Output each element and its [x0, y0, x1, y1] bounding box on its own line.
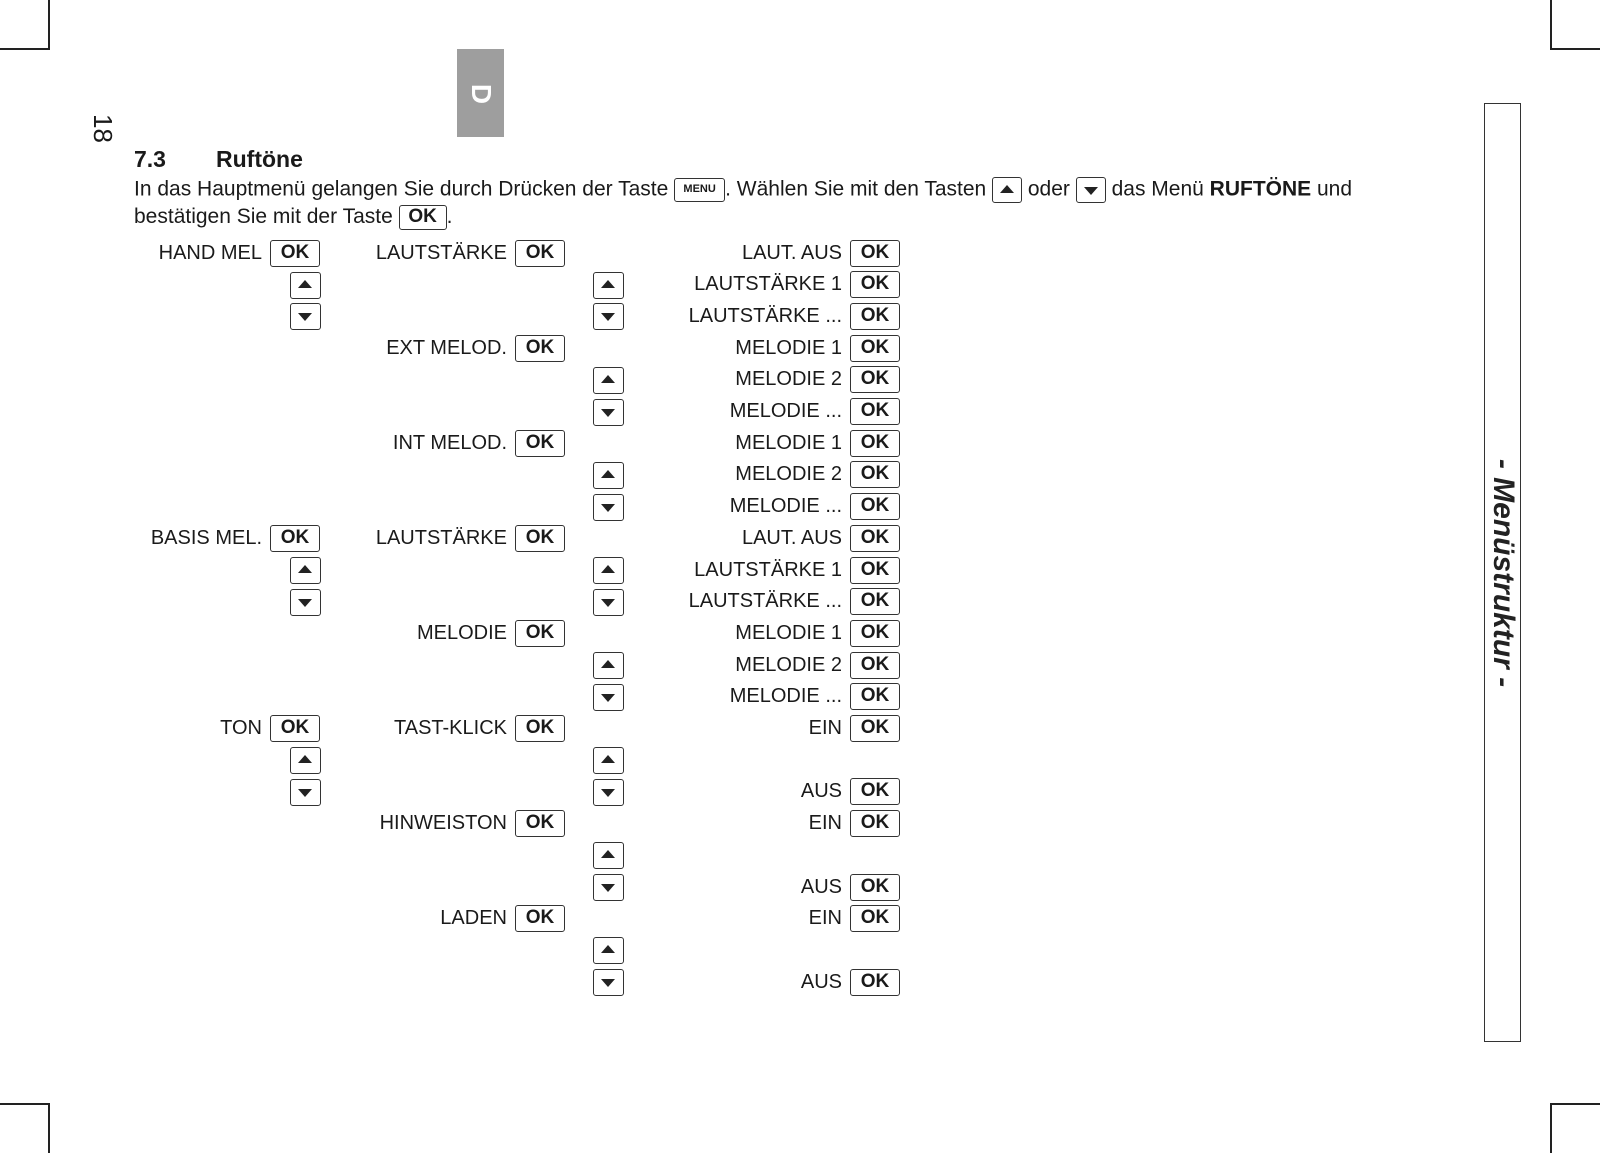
arrow-up-key-icon	[593, 937, 624, 964]
crop-mark	[1550, 1103, 1600, 1105]
menu-entry-level3	[730, 493, 900, 521]
arrow-up-key-icon	[593, 747, 624, 774]
section-title: Ruftöne	[216, 146, 303, 172]
menu-entry-level2	[417, 619, 565, 647]
menu-entry-label: TON	[220, 717, 262, 739]
intro-paragraph-line2	[134, 205, 452, 230]
arrow-down-key-icon	[593, 399, 624, 426]
crop-mark	[1550, 0, 1552, 50]
intro-text: und	[1311, 177, 1353, 201]
menu-entry-label: LAUT. AUS	[741, 241, 842, 264]
menu-entry-level3	[801, 968, 900, 996]
ok-key-icon: OK	[850, 620, 900, 647]
crop-mark	[1550, 48, 1600, 50]
crop-mark	[0, 1103, 50, 1105]
menu-entry-label: TAST-KLICK	[394, 717, 507, 739]
arrow-up-key-icon	[290, 557, 321, 584]
ok-key-icon: OK	[515, 335, 565, 362]
language-tab	[457, 49, 504, 137]
arrow-down-key-icon	[593, 303, 624, 330]
arrow-up-key-icon	[992, 177, 1022, 203]
menu-entry-label: EXT MELOD.	[386, 336, 507, 359]
arrow-down-key-icon	[593, 969, 624, 996]
arrow-up-key-icon	[593, 462, 624, 489]
menu-entry-label: AUS	[800, 780, 842, 803]
menu-entry-level1	[151, 524, 320, 552]
crop-mark	[1550, 1103, 1552, 1153]
ok-key-icon: OK	[270, 525, 320, 552]
intro-text: das Menü	[1105, 177, 1210, 201]
menu-entry-level3	[735, 334, 900, 362]
ok-key-icon: OK	[850, 398, 900, 425]
menu-entry-level2	[386, 334, 565, 362]
arrow-down-key-icon	[593, 589, 624, 616]
page-number: 18	[88, 114, 118, 143]
menu-entry-level3	[809, 905, 900, 933]
ok-key-icon: OK	[850, 525, 900, 552]
ok-key-icon: OK	[850, 271, 900, 298]
menu-entry-label: AUS	[800, 970, 842, 993]
menu-entry-level3	[809, 715, 900, 743]
menu-entry-level3	[735, 366, 900, 394]
menu-entry-label: LAUTSTÄRKE 1	[694, 558, 842, 581]
ok-key-icon: OK	[850, 240, 900, 267]
menu-entry-label: MELODIE 1	[735, 621, 842, 644]
ok-key-icon: OK	[850, 715, 900, 742]
ok-key-icon: OK	[850, 652, 900, 679]
menu-entry-label: LAUTSTÄRKE ...	[688, 590, 842, 613]
menu-entry-level3	[735, 651, 900, 679]
menu-entry-label: INT MELOD.	[392, 431, 507, 454]
arrow-down-key-icon	[290, 779, 321, 806]
menu-entry-level2	[380, 810, 565, 838]
menu-entry-label: EIN	[808, 907, 842, 930]
menu-entry-label: LAUT. AUS	[741, 526, 842, 549]
menu-entry-level3	[694, 271, 900, 299]
ok-key-icon: OK	[850, 430, 900, 457]
ok-key-icon: OK	[515, 620, 565, 647]
menu-entry-label: EIN	[808, 812, 842, 835]
ok-key-icon: OK	[515, 905, 565, 932]
ok-key-icon: OK	[515, 240, 565, 267]
side-title-box	[1484, 103, 1521, 1042]
ok-key-icon: OK	[850, 905, 900, 932]
ok-key-icon: OK	[850, 683, 900, 710]
menu-entry-level3	[735, 619, 900, 647]
menu-entry-label: MELODIE 2	[735, 463, 842, 486]
menu-entry-label: EIN	[808, 717, 842, 739]
menu-entry-level2	[376, 239, 565, 267]
menu-entry-level2	[440, 905, 565, 933]
intro-paragraph-line1	[134, 177, 1352, 203]
section-heading	[134, 146, 303, 173]
arrow-up-key-icon	[290, 747, 321, 774]
menu-entry-label: BASIS MEL.	[150, 526, 262, 549]
menu-entry-label: LADEN	[440, 907, 507, 930]
menu-entry-label: MELODIE 1	[735, 431, 842, 454]
ok-key-icon: OK	[850, 461, 900, 488]
arrow-up-key-icon	[593, 557, 624, 584]
menu-entry-level3	[742, 524, 900, 552]
menu-entry-label: MELODIE 2	[735, 653, 842, 676]
menu-entry-level2	[376, 524, 565, 552]
ok-key-icon: OK	[850, 366, 900, 393]
ok-key-icon: OK	[515, 715, 565, 742]
menu-entry-level3	[735, 461, 900, 489]
menu-entry-level1	[220, 715, 320, 743]
menu-entry-level3	[801, 873, 900, 901]
arrow-up-key-icon	[593, 367, 624, 394]
intro-text: oder	[1022, 177, 1076, 201]
section-number: 7.3	[134, 146, 166, 172]
menu-entry-label: MELODIE ...	[729, 685, 842, 708]
menu-entry-label: MELODIE ...	[729, 400, 842, 422]
ok-key-icon: OK	[399, 205, 447, 230]
language-tab-label: D	[466, 83, 497, 105]
arrow-up-key-icon	[593, 652, 624, 679]
menu-entry-label: LAUTSTÄRKE	[375, 526, 507, 549]
ok-key-icon: OK	[850, 557, 900, 584]
menu-key-icon: MENU	[674, 178, 725, 202]
ok-key-icon: OK	[850, 335, 900, 362]
menu-entry-level2	[393, 429, 565, 457]
menu-entry-label: MELODIE 1	[735, 336, 842, 359]
menu-entry-level3	[689, 302, 900, 330]
crop-mark	[48, 0, 50, 50]
ok-key-icon: OK	[850, 810, 900, 837]
intro-text: . Wählen Sie mit den Tasten	[725, 177, 993, 201]
ok-key-icon: OK	[515, 525, 565, 552]
ok-key-icon: OK	[515, 810, 565, 837]
arrow-down-key-icon	[593, 684, 624, 711]
arrow-down-key-icon	[593, 874, 624, 901]
menu-entry-level3	[730, 683, 900, 711]
menu-entry-label: MELODIE	[416, 621, 507, 644]
arrow-down-key-icon	[290, 303, 321, 330]
menu-entry-level3	[689, 588, 900, 616]
ok-key-icon: OK	[850, 493, 900, 520]
menu-entry-level3	[730, 398, 900, 426]
arrow-down-key-icon	[1076, 177, 1106, 203]
menu-entry-label: LAUTSTÄRKE 1	[694, 273, 842, 296]
ok-key-icon: OK	[850, 969, 900, 996]
menu-entry-level3	[742, 239, 900, 267]
ok-key-icon: OK	[850, 778, 900, 805]
arrow-down-key-icon	[593, 779, 624, 806]
arrow-up-key-icon	[290, 272, 321, 299]
intro-text: In das Hauptmenü gelangen Sie durch Drücken der Taste	[134, 177, 675, 201]
menu-entry-level3	[801, 778, 900, 806]
crop-mark	[0, 48, 50, 50]
menu-entry-label: LAUTSTÄRKE ...	[688, 304, 842, 327]
menu-entry-label: MELODIE ...	[729, 495, 842, 518]
menu-name: RUFTÖNE	[1209, 177, 1312, 201]
menu-entry-level3	[809, 810, 900, 838]
menu-entry-level3	[735, 429, 900, 457]
ok-key-icon: OK	[270, 715, 320, 742]
arrow-up-key-icon	[593, 272, 624, 299]
ok-key-icon: OK	[850, 874, 900, 901]
arrow-up-key-icon	[593, 842, 624, 869]
menu-entry-label: MELODIE 2	[735, 368, 842, 391]
menu-entry-level1	[159, 239, 320, 267]
ok-key-icon: OK	[270, 240, 320, 267]
menu-entry-label: LAUTSTÄRKE	[375, 241, 507, 264]
crop-mark	[48, 1103, 50, 1153]
menu-entry-level2	[394, 715, 565, 743]
menu-entry-label: HINWEISTON	[379, 812, 507, 835]
side-title: - Menüstruktur -	[1486, 458, 1520, 687]
intro-text: .	[446, 205, 453, 229]
menu-entry-level3	[694, 556, 900, 584]
ok-key-icon: OK	[850, 588, 900, 615]
ok-key-icon: OK	[515, 430, 565, 457]
menu-entry-label: HAND MEL	[158, 241, 262, 264]
ok-key-icon: OK	[850, 303, 900, 330]
arrow-down-key-icon	[290, 589, 321, 616]
arrow-down-key-icon	[593, 494, 624, 521]
menu-entry-label: AUS	[800, 875, 842, 898]
intro-text: bestätigen Sie mit der Taste	[134, 205, 399, 229]
